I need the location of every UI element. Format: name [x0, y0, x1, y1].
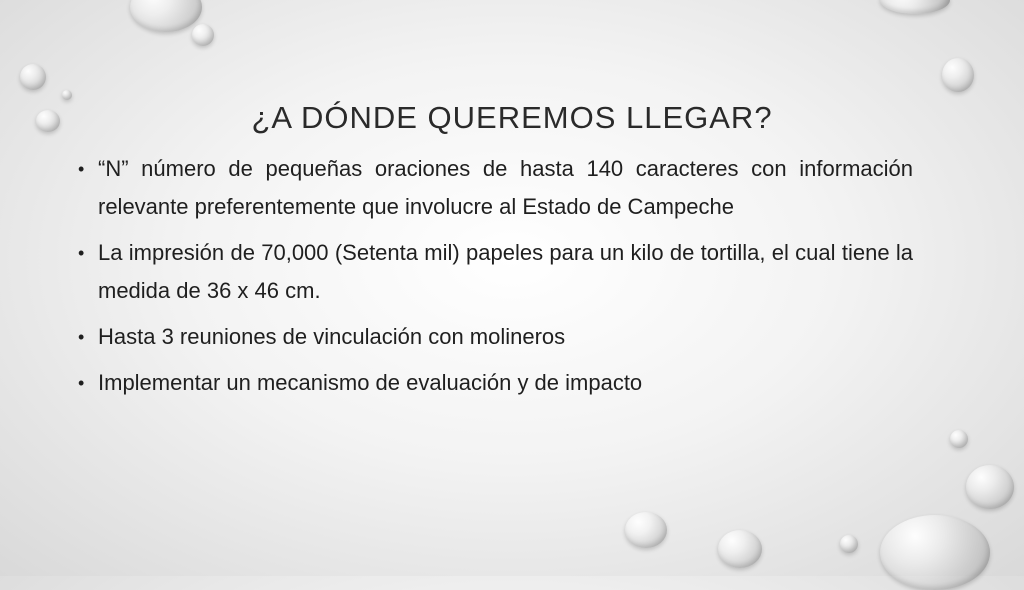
water-drop-decoration	[840, 535, 858, 553]
water-drop-decoration	[130, 0, 202, 32]
list-item-text: Implementar un mecanismo de evaluación y de impacto	[98, 370, 643, 395]
slide-title: ¿A DÓNDE QUEREMOS LLEGAR?	[251, 100, 773, 135]
list-item	[78, 150, 913, 226]
water-drop-decoration	[966, 465, 1014, 509]
water-drop-decoration	[20, 64, 46, 90]
water-drop-decoration	[942, 58, 974, 92]
list-item	[78, 364, 913, 402]
water-drop-decoration	[718, 530, 762, 568]
list-item	[78, 234, 913, 310]
bullet-list	[78, 150, 913, 410]
bullet-icon: •	[78, 159, 85, 179]
water-drop-decoration	[950, 430, 968, 448]
bullet-icon: •	[78, 373, 85, 393]
list-item-text: La impresión de 70,000 (Setenta mil) papeles para un kilo de tortilla, el cual tiene la medida de 36 x 46 cm.	[98, 240, 913, 303]
list-item-text: “N” número de pequeñas oraciones de hasta 140 caracteres con información relevante preferentemente que involucre al Estado de Campeche	[98, 156, 913, 219]
list-item-text: Hasta 3 reuniones de vinculación con molineros	[98, 324, 566, 349]
bullet-icon: •	[78, 327, 85, 347]
water-drop-decoration	[880, 0, 950, 14]
water-drop-decoration	[62, 90, 72, 100]
water-drop-decoration	[625, 512, 667, 548]
list-item	[78, 318, 913, 356]
water-drop-decoration	[880, 515, 990, 590]
bullet-icon: •	[78, 243, 85, 263]
water-drop-decoration	[192, 24, 214, 46]
water-drop-decoration	[36, 110, 60, 132]
